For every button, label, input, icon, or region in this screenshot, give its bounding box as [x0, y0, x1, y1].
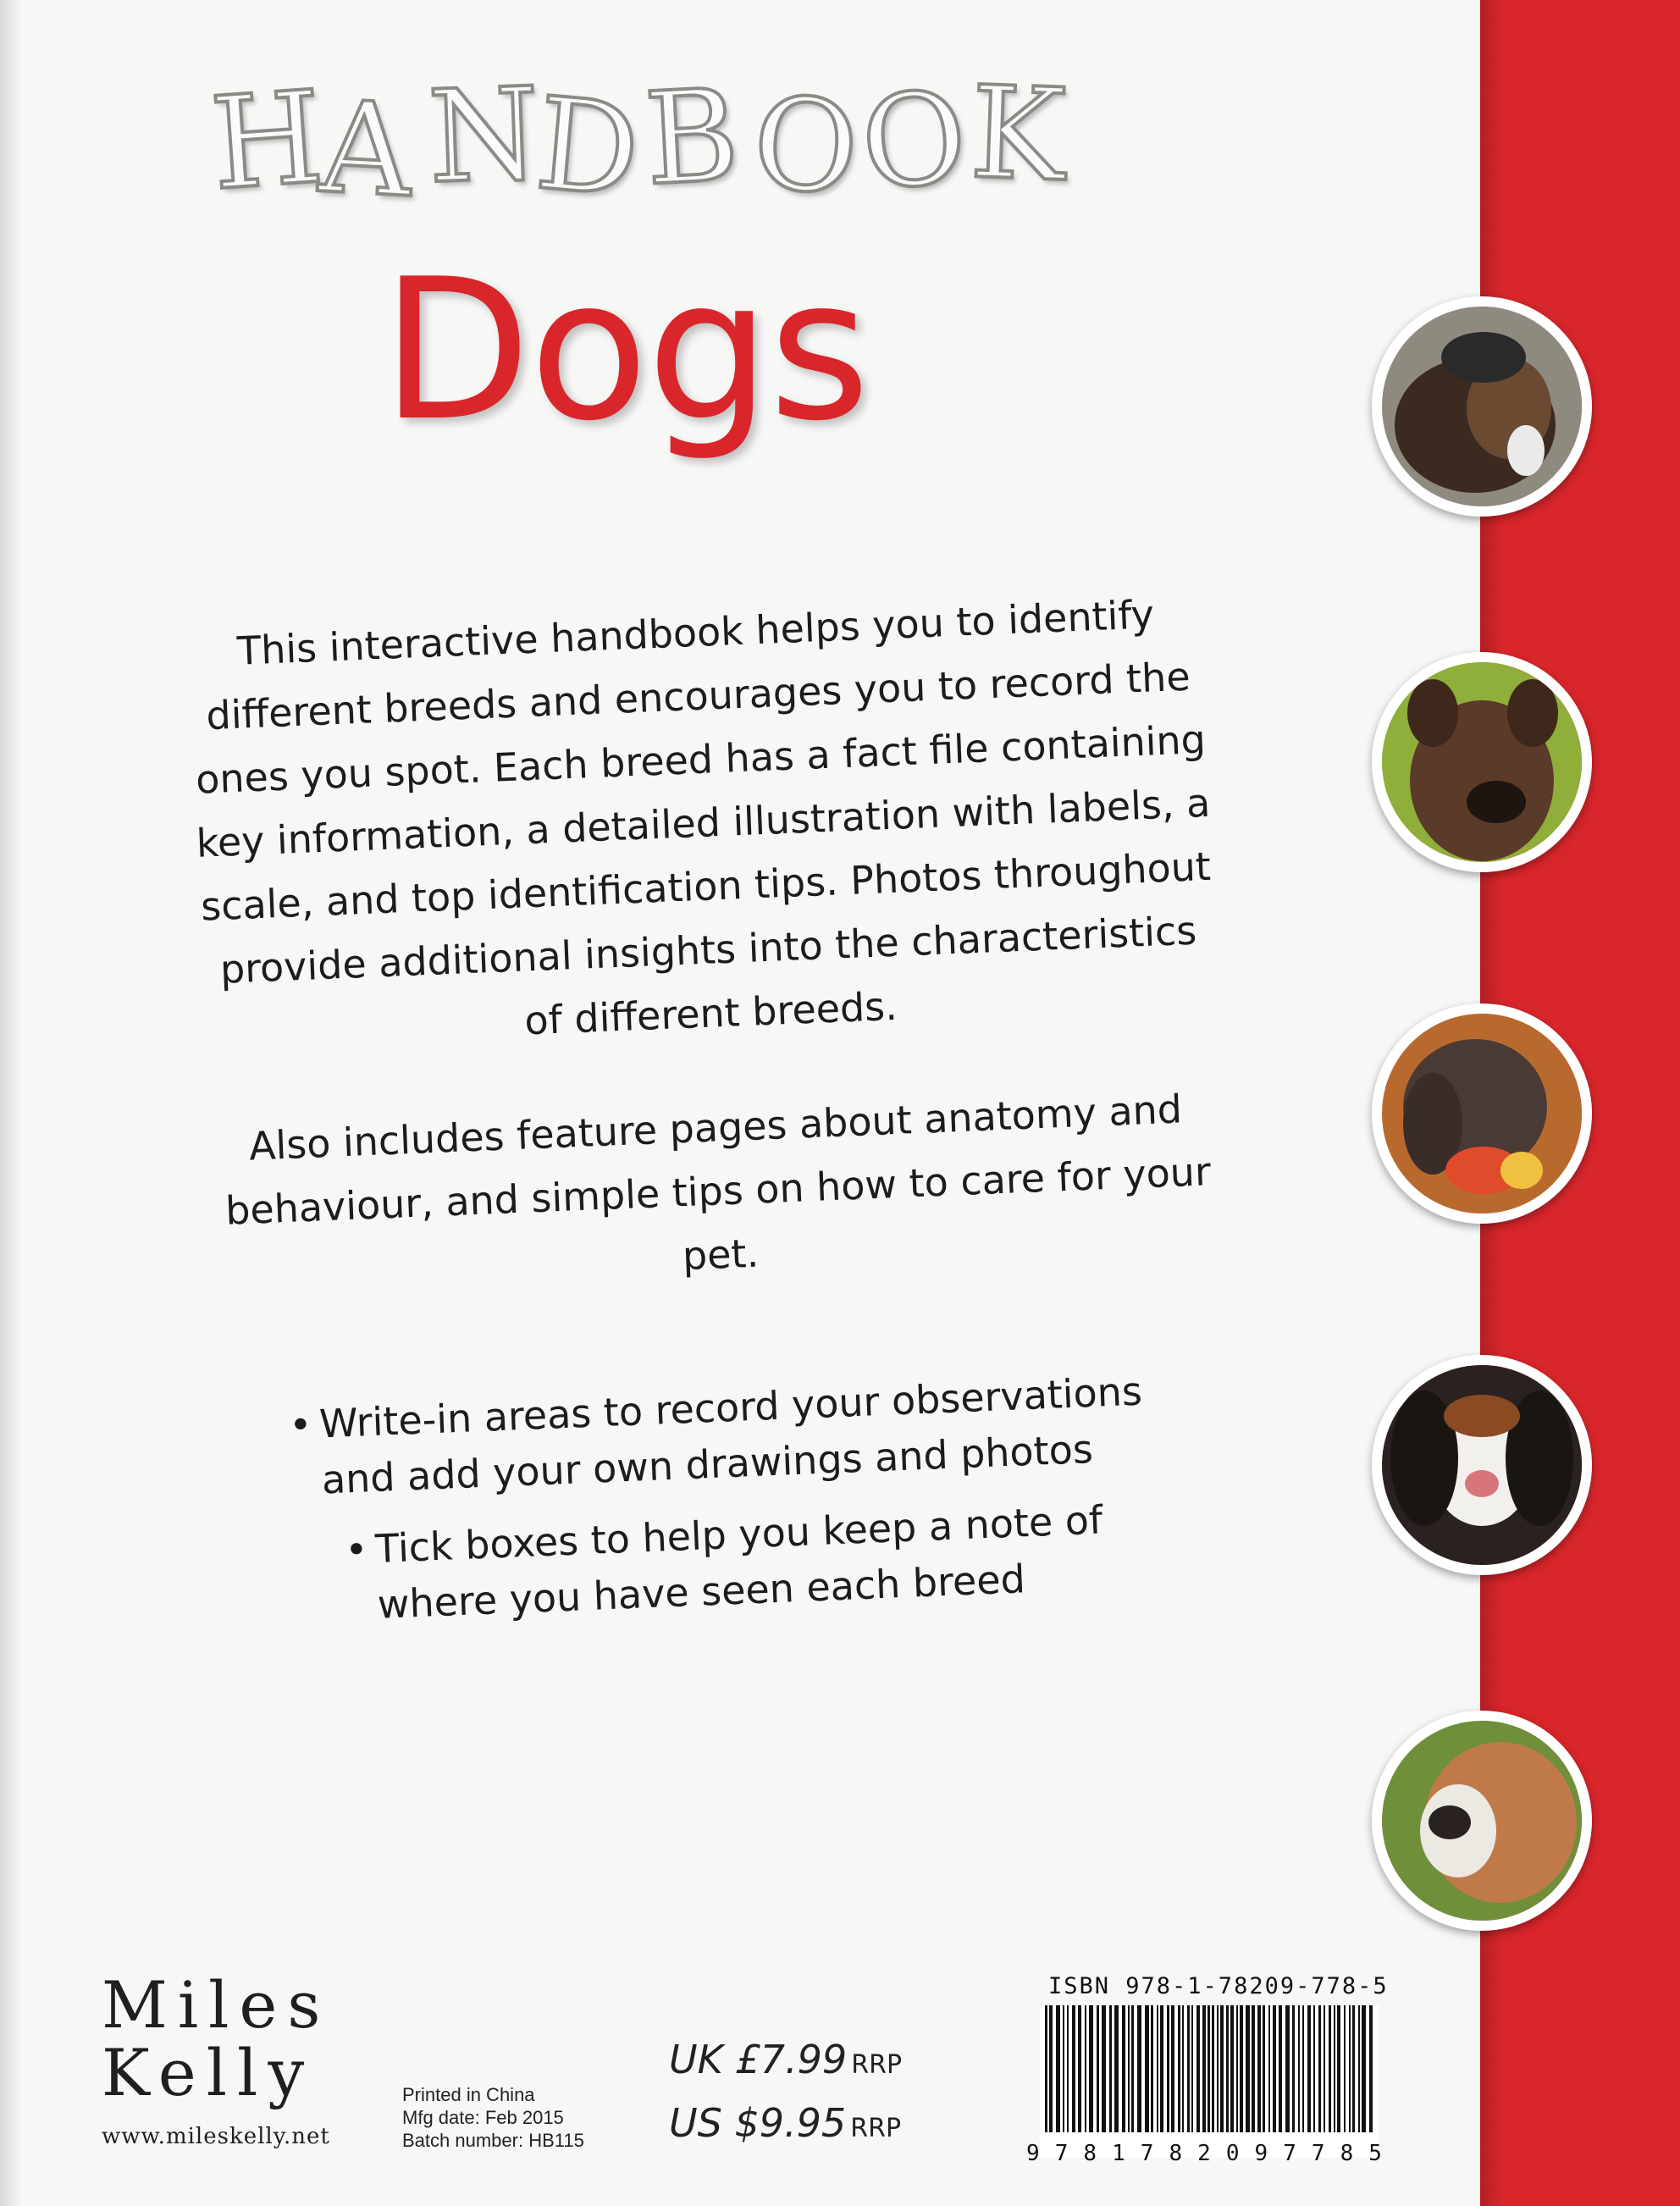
barcode-bar	[1131, 2005, 1134, 2132]
barcode-bar	[1067, 2005, 1069, 2132]
barcode-bar	[1369, 2005, 1373, 2132]
barcode-bar	[1109, 2005, 1112, 2132]
barcode-digit: 2	[1197, 2141, 1211, 2166]
barcode-bar	[1151, 2005, 1153, 2132]
barcode-bar	[1334, 2005, 1335, 2132]
batch-number: Batch number: HB115	[402, 2130, 584, 2151]
barcode-bar	[1263, 2005, 1265, 2132]
barcode-bar	[1137, 2005, 1141, 2132]
uk-price-value: UK £7.99	[669, 2037, 848, 2082]
publisher-name-line-1: Miles	[102, 1967, 331, 2043]
barcode-bars	[1040, 2005, 1379, 2158]
printed-in: Printed in China	[402, 2084, 535, 2105]
barcode-bar	[1178, 2005, 1180, 2132]
bullet-text: Write-in areas to record your observations and add your own drawings and photos	[318, 1368, 1143, 1503]
barcode-bar	[1085, 2005, 1086, 2132]
barcode-bar	[1358, 2005, 1360, 2132]
barcode-bar	[1273, 2005, 1276, 2132]
print-info	[402, 2083, 584, 2152]
dog-photo-icon	[1372, 652, 1592, 872]
barcode-bar	[1313, 2005, 1315, 2132]
barcode-bar	[1128, 2005, 1130, 2132]
barcode-bar	[1349, 2005, 1351, 2132]
barcode-bar	[1212, 2005, 1214, 2132]
barcode-bar	[1217, 2005, 1219, 2132]
dog-photo-icon	[1372, 1711, 1592, 1931]
barcode-bar	[1236, 2005, 1238, 2132]
barcode-bar	[1089, 2005, 1093, 2132]
dog-photo-icon	[1372, 1355, 1592, 1575]
barcode-bar	[1145, 2005, 1149, 2132]
barcode-bar	[1257, 2005, 1261, 2132]
blurb-text	[186, 581, 1231, 1357]
dog-photo-icon	[1372, 296, 1592, 517]
publisher-url: www.mileskelly.net	[102, 2124, 330, 2149]
barcode-bar	[1252, 2005, 1255, 2132]
barcode	[1040, 2005, 1379, 2158]
blurb-paragraph-1: This interactive handbook helps you to identify different breeds and encourages you to record the ones you spot. Each breed has a fact file containing key information, a detailed illustration with labels, a scale, and top identification tips. Photos throughout provide additional insights into the characteristics of different breeds.	[195, 591, 1212, 1044]
series-title-letter: O	[855, 63, 973, 220]
publisher-logo	[102, 1967, 331, 2149]
barcode-bar	[1324, 2005, 1325, 2132]
barcode-bar	[1202, 2005, 1206, 2132]
barcode-bar	[1208, 2005, 1210, 2132]
barcode-bar	[1187, 2005, 1190, 2132]
barcode-bar	[1246, 2005, 1250, 2132]
barcode-bar	[1063, 2005, 1064, 2132]
uk-price	[669, 2037, 902, 2082]
series-title-letter: A	[316, 74, 416, 226]
barcode-bar	[1078, 2005, 1081, 2132]
barcode-bar	[1352, 2005, 1355, 2132]
barcode-bar	[1240, 2005, 1243, 2132]
dog-photo-icon	[1372, 1003, 1592, 1224]
bullet-dot: •	[288, 1401, 313, 1448]
series-title-letter: B	[641, 62, 743, 214]
barcode-digit: 9	[1026, 2141, 1040, 2166]
barcode-bar	[1056, 2005, 1060, 2132]
series-title-letter: H	[207, 64, 328, 219]
barcode-digit: 8	[1169, 2141, 1183, 2166]
bullet-item	[344, 1488, 1211, 1634]
us-rrp-label: RRP	[850, 2114, 902, 2143]
isbn-label: ISBN 978-1-78209-778-5	[1048, 1973, 1389, 1999]
barcode-digit: 7	[1140, 2141, 1154, 2166]
series-title-letter: O	[749, 69, 863, 224]
barcode-bar	[1167, 2005, 1169, 2132]
feature-bullets	[288, 1361, 1212, 1651]
barcode-digit: 9	[1254, 2141, 1268, 2166]
barcode-digit: 7	[1311, 2141, 1325, 2166]
barcode-bar	[1307, 2005, 1311, 2132]
barcode-bar	[1292, 2005, 1295, 2132]
barcode-digit: 8	[1083, 2141, 1097, 2166]
barcode-bar	[1337, 2005, 1340, 2132]
barcode-digit: 0	[1225, 2141, 1240, 2166]
barcode-bar	[1285, 2005, 1290, 2132]
book-title: Dogs	[381, 238, 869, 464]
barcode-bar	[1049, 2005, 1053, 2132]
barcode-bar	[1226, 2005, 1229, 2132]
series-title	[207, 59, 1143, 254]
us-price	[669, 2100, 901, 2146]
barcode-digits	[1026, 2141, 1382, 2166]
barcode-bar	[1182, 2005, 1184, 2132]
series-title-letter: K	[967, 59, 1069, 210]
barcode-bar	[1160, 2005, 1163, 2132]
barcode-bar	[1102, 2005, 1106, 2132]
barcode-bar	[1344, 2005, 1346, 2132]
barcode-bar	[1329, 2005, 1331, 2132]
barcode-bar	[1318, 2005, 1321, 2132]
bullet-text: Tick boxes to help you keep a note of where you have seen each breed	[374, 1496, 1104, 1628]
mfg-date: Mfg date: Feb 2015	[402, 2107, 564, 2128]
barcode-bar	[1072, 2005, 1075, 2132]
barcode-bar	[1298, 2005, 1300, 2132]
uk-rrp-label: RRP	[851, 2050, 903, 2080]
barcode-bar	[1302, 2005, 1304, 2132]
barcode-bar	[1196, 2005, 1200, 2132]
barcode-bar	[1220, 2005, 1224, 2132]
us-price-value: US $9.95	[669, 2100, 847, 2146]
barcode-digit: 8	[1340, 2141, 1354, 2166]
barcode-bar	[1157, 2005, 1158, 2132]
barcode-bar	[1122, 2005, 1125, 2132]
barcode-bar	[1045, 2005, 1047, 2132]
publisher-name-line-2: Kelly	[102, 2035, 315, 2110]
cover-edge-shadow	[0, 0, 22, 2206]
barcode-digit: 7	[1283, 2141, 1296, 2166]
series-title-letter: D	[530, 70, 645, 226]
barcode-digit: 5	[1368, 2141, 1382, 2166]
series-title-letter: N	[426, 60, 543, 213]
barcode-bar	[1097, 2005, 1099, 2132]
barcode-bar	[1230, 2005, 1234, 2132]
barcode-bar	[1279, 2005, 1282, 2132]
barcode-bar	[1171, 2005, 1174, 2132]
barcode-bar	[1191, 2005, 1193, 2132]
barcode-digit: 7	[1054, 2141, 1069, 2166]
bullet-dot: •	[344, 1526, 369, 1573]
barcode-digit: 1	[1112, 2141, 1125, 2166]
barcode-bar	[1268, 2005, 1270, 2132]
barcode-bar	[1362, 2005, 1366, 2132]
blurb-paragraph-2: Also includes feature pages about anatomy and behaviour, and simple tips on how to care for your pet.	[224, 1086, 1212, 1280]
barcode-bar	[1114, 2005, 1119, 2132]
